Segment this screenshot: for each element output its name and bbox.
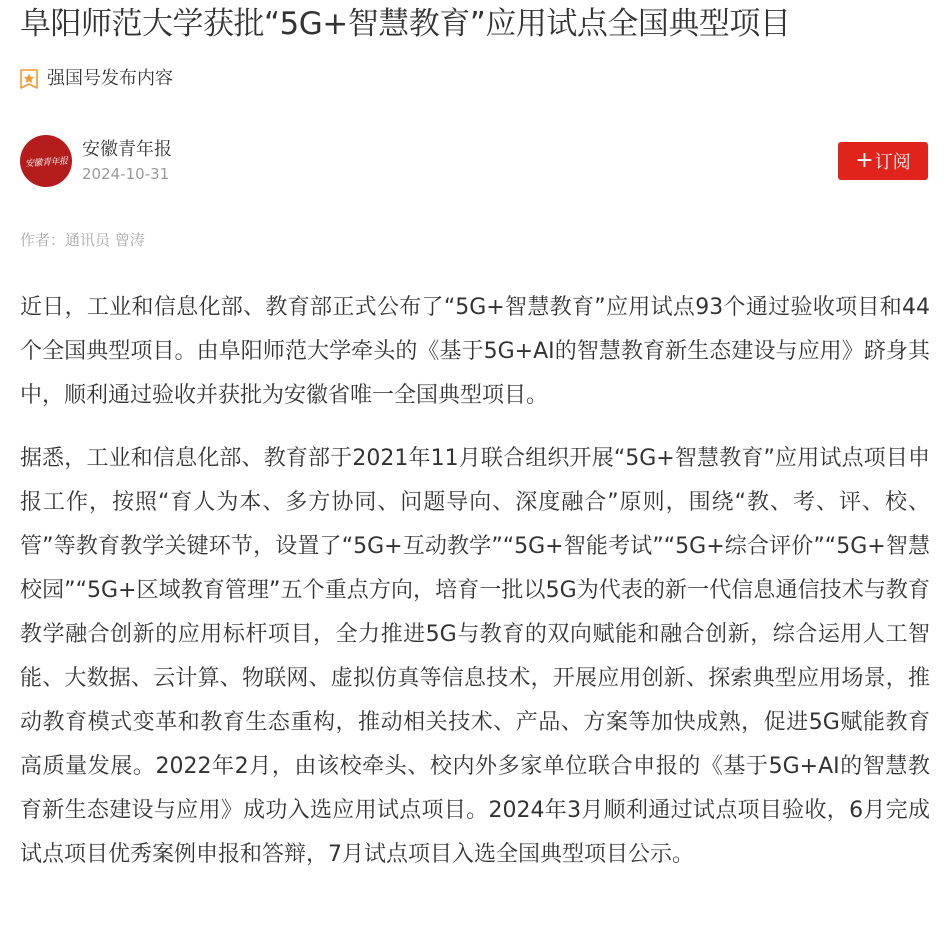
- subscribe-label: 订阅: [874, 152, 911, 173]
- source-line: [20, 66, 173, 92]
- subscribe-button[interactable]: [838, 142, 928, 180]
- publisher-avatar[interactable]: [20, 135, 72, 187]
- avatar-logo-text: 安徽青年报: [24, 156, 68, 169]
- article-byline: 作者：通讯员 曾涛: [20, 231, 145, 249]
- article-title: 阜阳师范大学获批“5G+智慧教育”应用试点全国典型项目: [20, 6, 791, 42]
- article-paragraph-1: 近日，工业和信息化部、教育部正式公布了“5G+智慧教育”应用试点93个通过验收项目和44个全国典型项目。由阜阳师范大学牵头的《基于5G+AI的智慧教育新生态建设与应用》跻身其中，顺利通过验收并获批为安徽省唯一全国典型项目。: [20, 295, 930, 408]
- publish-date: 2024-10-31: [82, 165, 170, 183]
- article-body: [20, 286, 930, 896]
- article-paragraph-2: 据悉，工业和信息化部、教育部于2021年11月联合组织开展“5G+智慧教育”应用试点项目申报工作，按照“育人为本、多方协同、问题导向、深度融合”原则，围绕“教、考、评、校、管”等教育教学关键环节，设置了“5G+互动教学”“5G+智能考试”“5G+综合评价”“5G+智慧校园”“5G+区域教育管理”五个重点方向，培育一批以5G为代表的新一代信息通信技术与教育教学融合创新的应用标杆项目，全力推进5G与教育的双向赋能和融合创新，综合运用人工智能、大数据、云计算、物联网、虚拟仿真等信息技术，开展应用创新、探索典型应用场景，推动教育模式变革和教育生态重构，推动相关技术、产品、方案等加快成熟，促进5G赋能教育高质量发展。2022年2月，由该校牵头、校内外多家单位联合申报的《基于5G+AI的智慧教育新生态建设与应用》成功入选应用试点项目。2024年3月顺利通过试点项目验收，6月完成试点项目优秀案例申报和答辩，7月试点项目入选全国典型项目公示。: [20, 446, 930, 867]
- publisher-block: [20, 134, 172, 188]
- publisher-name[interactable]: 安徽青年报: [82, 139, 172, 160]
- plus-icon: +: [855, 148, 874, 173]
- star-badge-icon: [20, 69, 38, 89]
- source-label: 强国号发布内容: [47, 68, 173, 89]
- publisher-meta: [82, 137, 172, 185]
